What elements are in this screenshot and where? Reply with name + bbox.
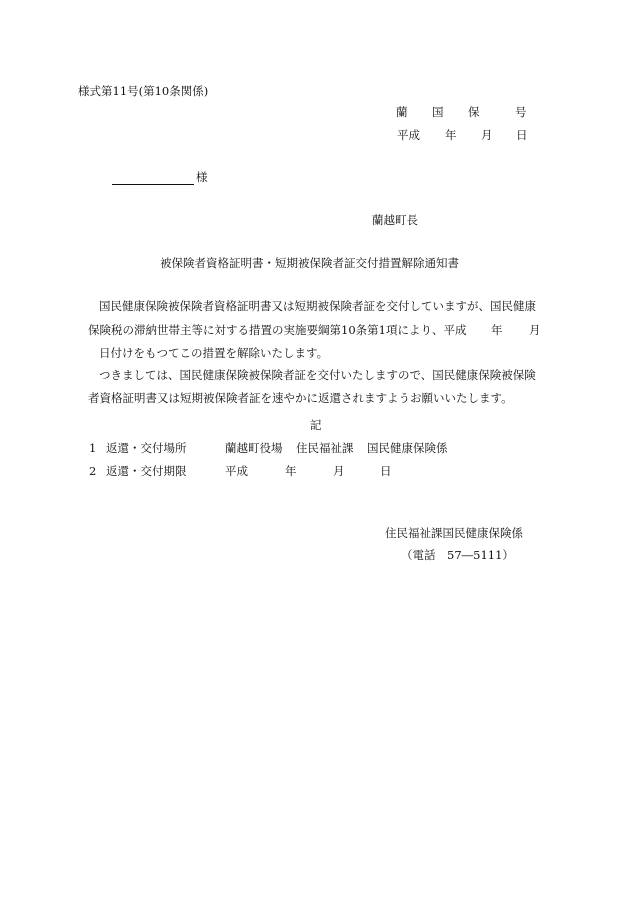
issue-date-day: 日	[516, 128, 528, 142]
item-value-subsection: 国民健康保険係	[367, 441, 448, 455]
recipient-name-line	[112, 184, 194, 185]
body-p1-line2-month: 月	[529, 323, 541, 337]
ref-char-2: 国	[432, 105, 444, 119]
recipient-honorific: 様	[196, 170, 208, 184]
sender: 蘭越町長	[372, 213, 418, 227]
item-date-day: 日	[380, 464, 392, 478]
document-title: 被保険者資格証明書・短期被保険者証交付措置解除通知書	[160, 256, 459, 270]
form-number: 様式第11号(第10条関係)	[78, 84, 209, 98]
item-value-office: 蘭越町役場	[225, 441, 283, 455]
ref-char-4: 号	[515, 105, 527, 119]
contact-phone: （電話 57―5111）	[401, 548, 514, 562]
contact-department: 住民福祉課国民健康保険係	[385, 526, 523, 540]
item-label: 返還・交付場所	[106, 441, 187, 455]
body-p2-line1: つきましては、国民健康保険被保険者証を交付いたしますので、国民健康保険被保険	[99, 368, 536, 382]
item-label: 返還・交付期限	[106, 464, 187, 478]
item-value-section: 住民福祉課	[296, 441, 354, 455]
note-heading: 記	[310, 418, 322, 432]
item-number: 1	[89, 441, 97, 455]
issue-date-month: 月	[481, 128, 493, 142]
body-p1-line3: 日付けをもつてこの措置を解除いたします。	[99, 346, 329, 360]
item-date-month: 月	[333, 464, 345, 478]
item-date-era: 平成	[225, 464, 248, 478]
body-p1-line2: 保険税の滞納世帯主等に対する措置の実施要綱第10条第1項により、平成	[88, 323, 467, 337]
issue-date-year: 年	[445, 128, 457, 142]
body-p2-line2: 者資格証明書又は短期被保険者証を速やかに返還されますようお願いいたします。	[88, 391, 513, 405]
body-p1-line2-year: 年	[491, 323, 503, 337]
body-p1-line1: 国民健康保険被保険者資格証明書又は短期被保険者証を交付していますが、国民健康	[99, 299, 536, 313]
ref-char-1: 蘭	[396, 105, 408, 119]
item-date-year: 年	[285, 464, 297, 478]
item-number: 2	[89, 464, 97, 478]
issue-date-era: 平成	[397, 128, 420, 142]
ref-char-3: 保	[468, 105, 480, 119]
